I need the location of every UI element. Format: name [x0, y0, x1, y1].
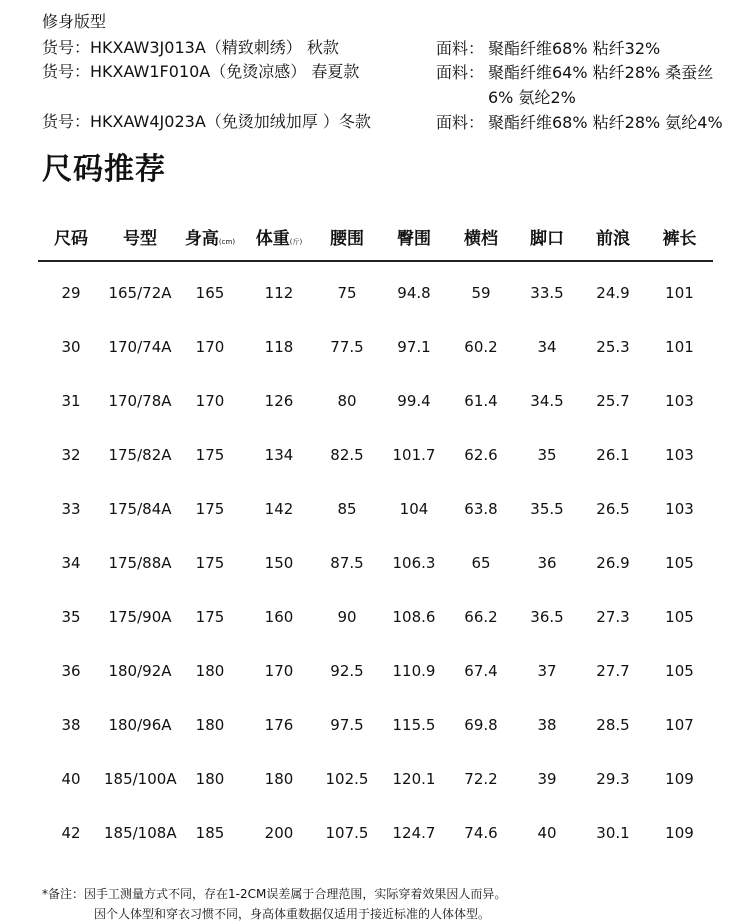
fabric-composition: 聚酯纤维68% 粘纤28% 氨纶4%: [488, 113, 723, 132]
header-cell: [244, 212, 314, 261]
table-row: [38, 590, 713, 644]
note-line-1: *备注：因手工测量方式不同，存在1-2CM误差属于合理范围，实际穿着效果因人而异。: [42, 887, 507, 901]
size-chart-table: [38, 212, 713, 860]
table-cell: 175: [195, 554, 225, 572]
header-unit: (斤): [289, 237, 303, 246]
fabric-composition: 聚酯纤维64% 粘纤28% 桑蚕丝6% 氨纶2%: [488, 63, 714, 107]
table-cell: 105: [665, 608, 694, 626]
table-cell: 63.8: [464, 500, 498, 518]
table-cell: 25.3: [596, 338, 630, 356]
table-cell: 180: [195, 662, 225, 680]
fabric-label: 面料：: [436, 39, 485, 58]
table-cell: 97.1: [397, 338, 431, 356]
table-cell: 110.9: [392, 662, 436, 680]
note-line-2: 因个人体型和穿衣习惯不同，身高体重数据仅适用于接近标准的人体体型。: [94, 907, 491, 921]
table-cell: 32: [61, 446, 81, 464]
table-row: [38, 752, 713, 806]
header-label: 号型: [123, 228, 157, 249]
table-cell: 175/88A: [108, 554, 172, 572]
header-label: 臀围: [397, 228, 431, 249]
fabric-label: 面料：: [436, 63, 485, 82]
table-row: [38, 482, 713, 536]
table-cell: 160: [264, 608, 294, 626]
table-cell: 150: [264, 554, 294, 572]
table-cell: 38: [61, 716, 81, 734]
table-cell: 105: [665, 662, 694, 680]
table-cell: 185/108A: [104, 824, 177, 842]
table-cell: 31: [61, 392, 81, 410]
table-cell: 87.5: [330, 554, 364, 572]
table-cell: 115.5: [392, 716, 436, 734]
table-row: [38, 374, 713, 428]
table-row: [38, 644, 713, 698]
table-cell: 69.8: [464, 716, 498, 734]
header-cell: [314, 212, 380, 261]
table-cell: 29.3: [596, 770, 630, 788]
table-cell: 102.5: [325, 770, 369, 788]
table-cell: 28.5: [596, 716, 630, 734]
table-cell: 24.9: [596, 284, 630, 302]
table-cell: 60.2: [464, 338, 498, 356]
table-row: [38, 261, 713, 320]
section-title: 尺码推荐: [42, 152, 166, 187]
table-row: [38, 536, 713, 590]
header-label: 体重: [255, 228, 290, 249]
table-cell: 103: [665, 446, 694, 464]
table-cell: 34: [537, 338, 557, 356]
table-cell: 180: [195, 716, 225, 734]
table-cell: 175: [195, 446, 225, 464]
table-cell: 101: [665, 338, 694, 356]
table-cell: 61.4: [464, 392, 498, 410]
table-cell: 74.6: [464, 824, 498, 842]
table-cell: 124.7: [392, 824, 436, 842]
header-cell: [448, 212, 514, 261]
header-cell: [176, 212, 244, 261]
table-cell: 29: [61, 284, 81, 302]
header-unit: (cm): [218, 237, 236, 246]
table-cell: 200: [264, 824, 294, 842]
table-cell: 33: [61, 500, 81, 518]
table-cell: 36: [61, 662, 81, 680]
table-cell: 36.5: [530, 608, 564, 626]
header-cell: [104, 212, 176, 261]
product-number: 货号：HKXAW4J023A（免烫加绒加厚 ）冬款: [42, 112, 371, 131]
table-cell: 34.5: [530, 392, 564, 410]
fabric-composition: 聚酯纤维68% 粘纤32%: [488, 39, 661, 58]
table-cell: 99.4: [397, 392, 431, 410]
table-cell: 185: [195, 824, 225, 842]
table-cell: 25.7: [596, 392, 630, 410]
table-cell: 97.5: [330, 716, 364, 734]
table-cell: 67.4: [464, 662, 498, 680]
table-cell: 37: [537, 662, 557, 680]
table-cell: 103: [665, 392, 694, 410]
header-cell: [38, 212, 104, 261]
notes: [42, 884, 506, 924]
table-cell: 104: [399, 500, 429, 518]
product-number: 货号：HKXAW3J013A（精致刺绣） 秋款: [42, 38, 339, 57]
header-row: [38, 212, 713, 261]
table-cell: 75: [337, 284, 357, 302]
table-cell: 40: [537, 824, 557, 842]
table-cell: 85: [337, 500, 357, 518]
table-cell: 26.5: [596, 500, 630, 518]
header-label: 裤长: [662, 228, 697, 249]
table-cell: 165: [195, 284, 225, 302]
table-cell: 30: [61, 338, 81, 356]
product-line-3: [42, 110, 723, 134]
table-body: [38, 261, 713, 860]
table-cell: 59: [471, 284, 491, 302]
table-cell: 180/92A: [108, 662, 172, 680]
table-cell: 175: [195, 500, 225, 518]
table-cell: 27.7: [596, 662, 630, 680]
table-cell: 180: [264, 770, 294, 788]
table-cell: 175/90A: [108, 608, 172, 626]
table-cell: 35.5: [530, 500, 564, 518]
table-cell: 103: [665, 500, 694, 518]
table-cell: 36: [537, 554, 557, 572]
fit-type: 修身版型: [42, 12, 107, 31]
table-cell: 33.5: [530, 284, 564, 302]
table-cell: 30.1: [596, 824, 630, 842]
table-cell: 94.8: [397, 284, 431, 302]
table-row: [38, 320, 713, 374]
table-cell: 118: [264, 338, 294, 356]
table-cell: 72.2: [464, 770, 498, 788]
table-cell: 105: [665, 554, 694, 572]
table-cell: 62.6: [464, 446, 498, 464]
header-label: 脚口: [530, 228, 564, 249]
header-cell: [580, 212, 646, 261]
header-cell: [380, 212, 448, 261]
table-cell: 90: [337, 608, 357, 626]
header-label: 横档: [464, 228, 498, 249]
table-cell: 38: [537, 716, 557, 734]
table-cell: 112: [264, 284, 294, 302]
table-cell: 34: [61, 554, 81, 572]
table-cell: 40: [61, 770, 81, 788]
table-cell: 106.3: [392, 554, 436, 572]
table-cell: 134: [264, 446, 294, 464]
table-cell: 176: [264, 716, 294, 734]
product-number: 货号：HKXAW1F010A（免烫凉感） 春夏款: [42, 62, 360, 81]
table-cell: 108.6: [392, 608, 436, 626]
table-cell: 107: [665, 716, 694, 734]
header-label: 腰围: [330, 228, 364, 249]
header-label: 身高: [184, 228, 219, 249]
product-line-2: [42, 60, 714, 107]
table-cell: 82.5: [330, 446, 364, 464]
table-cell: 126: [264, 392, 294, 410]
table-cell: 27.3: [596, 608, 630, 626]
header-label: 前浪: [596, 228, 630, 249]
table-cell: 170: [195, 392, 225, 410]
table-cell: 80: [337, 392, 357, 410]
table-cell: 142: [264, 500, 294, 518]
table-cell: 180: [195, 770, 225, 788]
table-cell: 39: [537, 770, 557, 788]
table-cell: 170: [195, 338, 225, 356]
table-cell: 101.7: [392, 446, 436, 464]
table-cell: 170: [264, 662, 294, 680]
header-cell: [514, 212, 580, 261]
table-row: [38, 698, 713, 752]
table-cell: 170/74A: [108, 338, 172, 356]
table-cell: 66.2: [464, 608, 498, 626]
table-row: [38, 428, 713, 482]
table-header: [38, 212, 713, 261]
table-cell: 165/72A: [108, 284, 172, 302]
table-cell: 175: [195, 608, 225, 626]
table-cell: 109: [665, 824, 694, 842]
table-cell: 42: [61, 824, 81, 842]
table-cell: 26.1: [596, 446, 630, 464]
table-cell: 35: [61, 608, 81, 626]
header-label: 尺码: [54, 228, 88, 249]
table-cell: 185/100A: [104, 770, 177, 788]
table-cell: 101: [665, 284, 694, 302]
table-cell: 35: [537, 446, 557, 464]
table-cell: 77.5: [330, 338, 364, 356]
table-cell: 180/96A: [108, 716, 172, 734]
table-cell: 109: [665, 770, 694, 788]
table-cell: 175/82A: [108, 446, 172, 464]
table-cell: 26.9: [596, 554, 630, 572]
table-cell: 107.5: [325, 824, 369, 842]
table-cell: 65: [471, 554, 491, 572]
product-line-1: [42, 36, 661, 60]
fabric-label: 面料：: [436, 113, 485, 132]
table-cell: 175/84A: [108, 500, 172, 518]
header-cell: [646, 212, 713, 261]
table-cell: 92.5: [330, 662, 364, 680]
table-cell: 170/78A: [108, 392, 172, 410]
table-row: [38, 806, 713, 860]
table-cell: 120.1: [392, 770, 436, 788]
